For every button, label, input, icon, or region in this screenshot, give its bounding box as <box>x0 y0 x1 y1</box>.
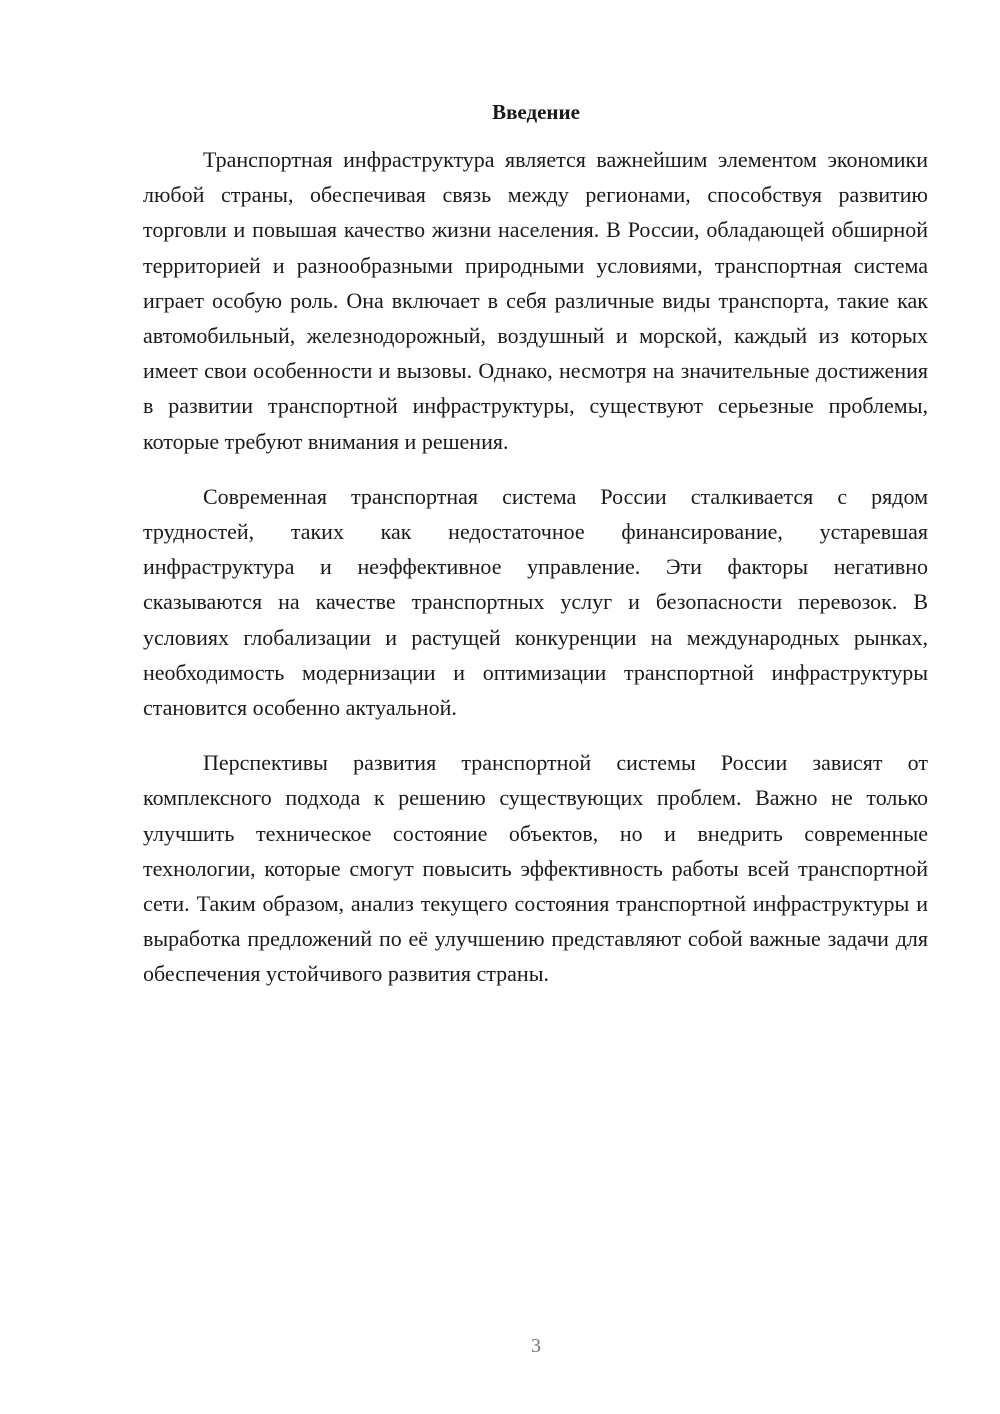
paragraph-intro: Транспортная инфраструктура является важнейшим элементом экономики любой страны, обеспечивая связь между регионами, способствуя развитию торговли и повышая качество жизни населения. В России, обладающей обширной территорией и разнообразными природными условиями, транспортная система играет особую роль. Она включает в себя различные виды транспорта, такие как автомобильный, железнодорожный, воздушный и морской, каждый из которых имеет свои особенности и вызовы. Однако, несмотря на значительные достижения в развитии транспортной инфраструктуры, существуют серьезные проблемы, которые требуют внимания и решения. <box>143 147 928 454</box>
body-text <box>143 142 928 1012</box>
paragraph-problems: Современная транспортная система России сталкивается с рядом трудностей, таких как недостаточное финансирование, устаревшая инфраструктура и неэффективное управление. Эти факторы негативно сказываются на качестве транспортных услуг и безопасности перевозок. В условиях глобализации и растущей конкуренции на международных рынках, необходимость модернизации и оптимизации транспортной инфраструктуры становится особенно актуальной. <box>143 483 928 721</box>
page-number: 3 <box>531 1335 541 1357</box>
section-heading: Введение <box>492 100 580 124</box>
paragraph-prospects: Перспективы развития транспортной системы России зависят от комплексного подхода к решению существующих проблем. Важно не только улучшить техническое состояние объектов, но и внедрить современные технологии, которые смогут повысить эффективность работы всей транспортной сети. Таким образом, анализ текущего состояния транспортной инфраструктуры и выработка предложений по её улучшению представляют собой важные задачи для обеспечения устойчивого развития страны. <box>143 750 928 987</box>
